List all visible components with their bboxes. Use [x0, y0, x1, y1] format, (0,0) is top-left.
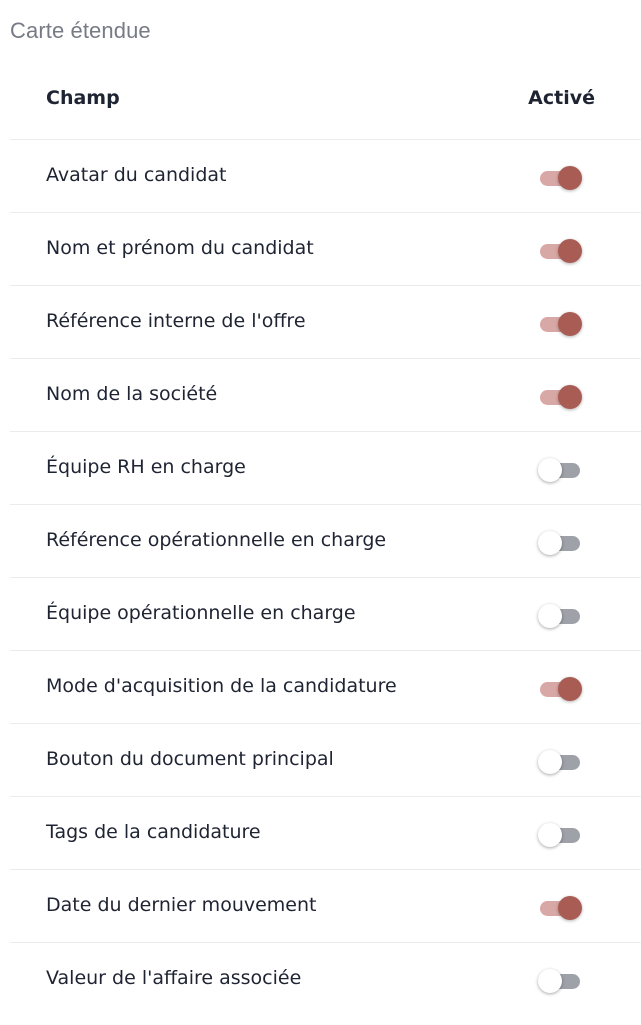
toggle-knob [558, 677, 582, 701]
section-title: Carte étendue [10, 18, 151, 43]
toggle-switch[interactable] [538, 312, 586, 336]
table-row [10, 651, 641, 724]
row-label: Valeur de l'affaire associée [46, 967, 302, 989]
toggle-knob [538, 531, 562, 555]
column-header-active: Activé [528, 87, 595, 109]
toggle-knob [538, 823, 562, 847]
row-label: Nom et prénom du candidat [46, 237, 314, 259]
toggle-knob [558, 896, 582, 920]
toggle-knob [558, 239, 582, 263]
toggle-switch[interactable] [538, 677, 586, 701]
toggle-switch[interactable] [538, 823, 586, 847]
row-label: Nom de la société [46, 383, 218, 405]
toggle-switch[interactable] [538, 604, 586, 628]
column-header-field: Champ [46, 87, 120, 109]
row-label: Mode d'acquisition de la candidature [46, 675, 397, 697]
table-row [10, 724, 641, 797]
table-row [10, 359, 641, 432]
toggle-knob [558, 166, 582, 190]
toggle-knob [538, 969, 562, 993]
toggle-knob [558, 312, 582, 336]
row-label: Tags de la candidature [46, 821, 261, 843]
table-row [10, 140, 641, 213]
toggle-switch[interactable] [538, 166, 586, 190]
table-row [10, 943, 641, 1015]
toggle-knob [538, 604, 562, 628]
table-row [10, 797, 641, 870]
table-row [10, 286, 641, 359]
toggle-knob [538, 458, 562, 482]
table-row [10, 578, 641, 651]
toggle-switch[interactable] [538, 458, 586, 482]
row-label: Équipe RH en charge [46, 456, 246, 478]
row-label: Avatar du candidat [46, 164, 227, 186]
toggle-knob [538, 750, 562, 774]
table-row [10, 432, 641, 505]
row-label: Référence interne de l'offre [46, 310, 306, 332]
toggle-switch[interactable] [538, 385, 586, 409]
row-label: Référence opérationnelle en charge [46, 529, 387, 551]
toggle-switch[interactable] [538, 531, 586, 555]
settings-table [10, 67, 641, 1015]
toggle-switch[interactable] [538, 896, 586, 920]
toggle-switch[interactable] [538, 239, 586, 263]
row-label: Bouton du document principal [46, 748, 334, 770]
table-row [10, 870, 641, 943]
table-row [10, 213, 641, 286]
row-label: Équipe opérationnelle en charge [46, 602, 356, 624]
toggle-knob [558, 385, 582, 409]
toggle-switch[interactable] [538, 969, 586, 993]
toggle-switch[interactable] [538, 750, 586, 774]
table-row [10, 505, 641, 578]
row-label: Date du dernier mouvement [46, 894, 317, 916]
table-header [10, 67, 641, 140]
